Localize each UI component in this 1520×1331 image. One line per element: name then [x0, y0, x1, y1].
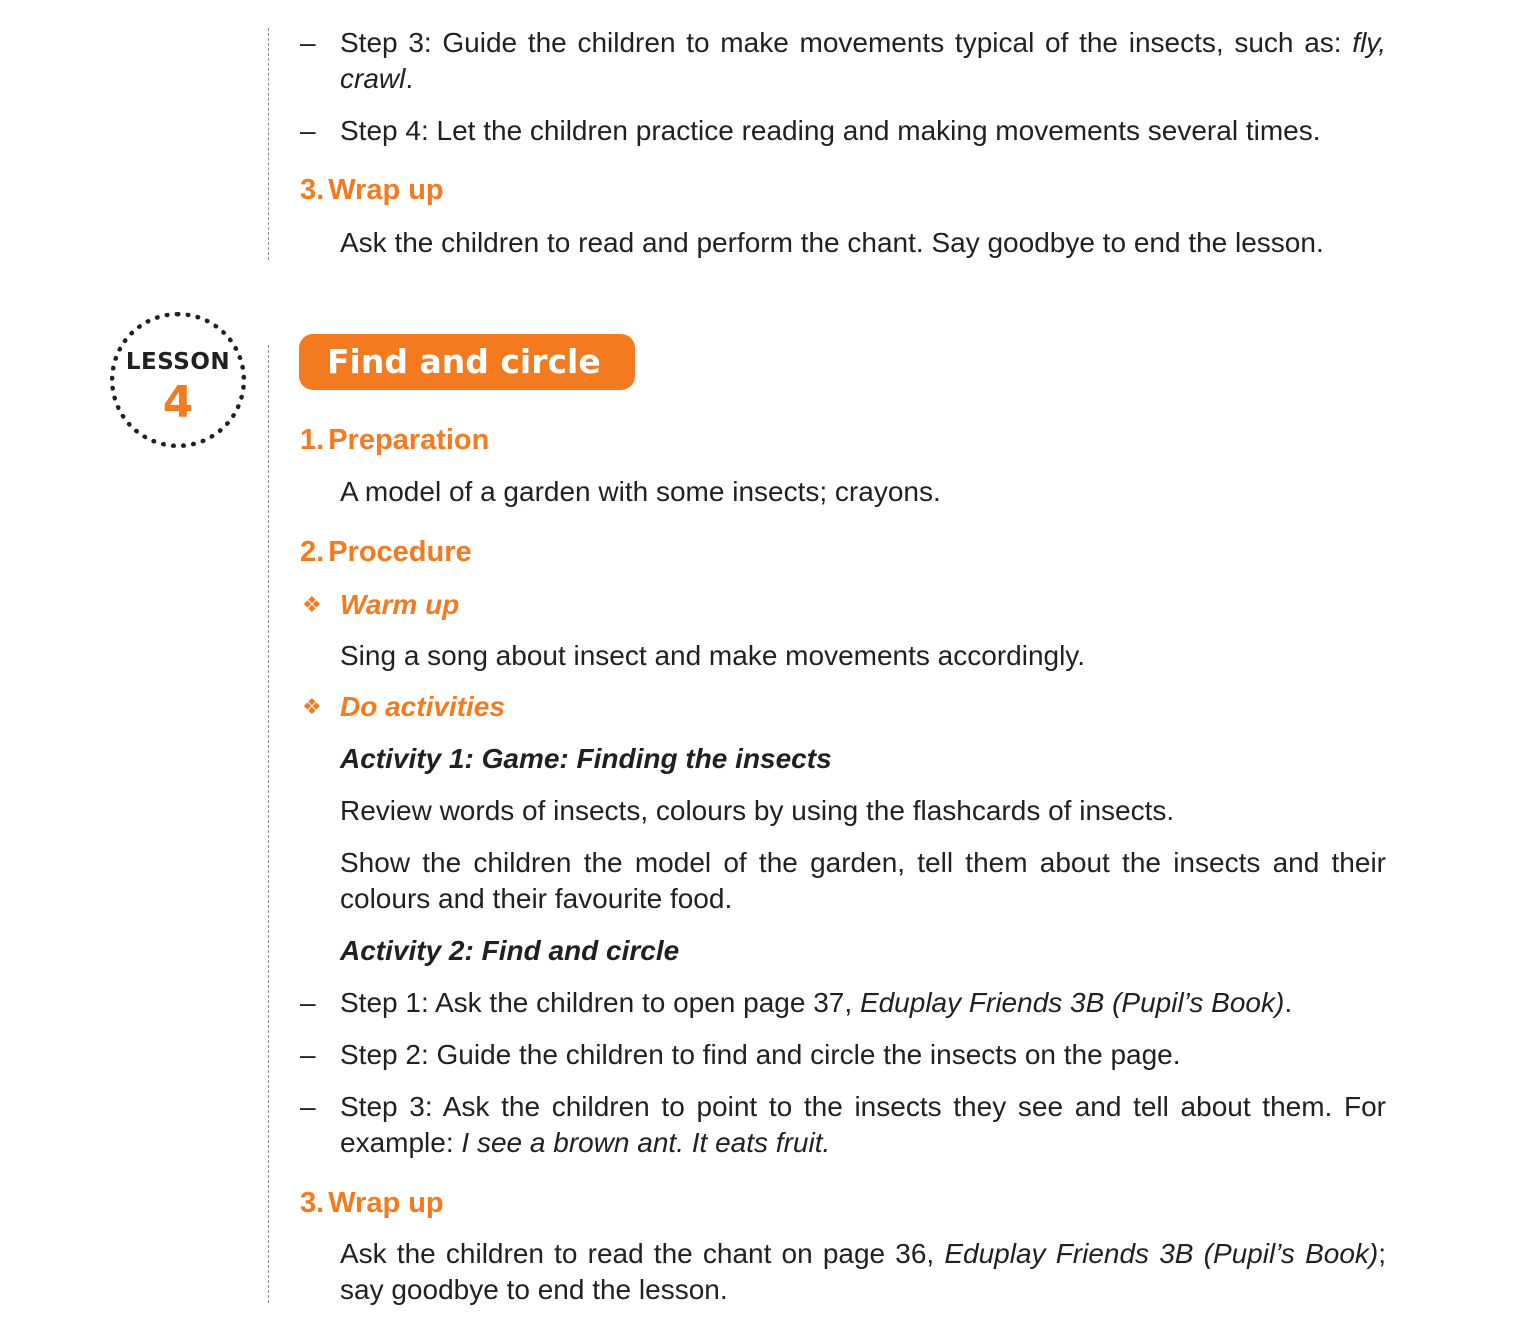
step-3-example: I see a brown ant. It eats fruit.	[461, 1127, 831, 1158]
bullet-dash: –	[300, 1039, 316, 1070]
activity-2-step-1	[340, 985, 1386, 1021]
bullet-dash: –	[300, 27, 316, 58]
step-1-period: .	[1284, 987, 1293, 1018]
bullet-dash: –	[300, 115, 316, 146]
wrap-up-end: ; say goodbye to end the lesson.	[340, 1238, 1386, 1305]
step-3-period: .	[405, 63, 414, 94]
activity-2-step-2: Step 2: Guide the children to find and circle the insects on the page.	[340, 1039, 1181, 1070]
step-4-practice: Step 4: Let the children practice reading and making movements several times.	[340, 115, 1321, 146]
book-title: Eduplay Friends 3B (Pupil’s Book)	[859, 987, 1285, 1018]
step-1-text: Step 1: Ask the children to open page 37,	[340, 987, 860, 1018]
lesson-wrap-up-text	[340, 1236, 1386, 1308]
section-title: Preparation	[328, 424, 490, 456]
lesson-badge	[110, 312, 246, 448]
wrap-up-text: Ask the children to read the chant on page 36,	[340, 1238, 945, 1269]
section-title: Wrap up	[328, 174, 444, 206]
warm-up-text: Sing a song about insect and make movements accordingly.	[340, 640, 1086, 671]
diamond-bullet-icon: ❖	[302, 694, 322, 719]
section-number: 3.	[300, 1187, 325, 1219]
subheading-warm-up: Warm up	[340, 589, 460, 620]
step-3-example: fly, crawl	[340, 27, 1386, 94]
section-number: 3.	[300, 174, 325, 206]
diamond-bullet-icon: ❖	[302, 592, 322, 617]
wrap-up-text: Ask the children to read and perform the chant. Say goodbye to end the lesson.	[340, 227, 1324, 258]
step-3-text: Step 3: Ask the children to point to the insects they see and tell about them. For example:	[340, 1091, 1386, 1158]
activity-2-title: Activity 2: Find and circle	[340, 935, 680, 966]
book-title: Eduplay Friends 3B (Pupil’s Book)	[944, 1238, 1379, 1269]
activity-1-model: Show the children the model of the garden, tell them about the insects and their colours and their favourite food.	[340, 847, 1386, 914]
activity-2-step-3	[340, 1089, 1386, 1161]
section-heading-preparation	[300, 422, 489, 458]
section-heading-procedure	[300, 534, 472, 570]
step-3-text: Step 3: Guide the children to make movements typical of the insects, such as:	[340, 27, 1342, 58]
lesson-badge-label: LESSON	[125, 349, 231, 375]
activity-1-title: Activity 1: Game: Finding the insects	[340, 743, 832, 774]
bullet-dash: –	[300, 1091, 316, 1122]
margin-divider-bottom	[268, 345, 269, 1303]
activity-1-review: Review words of insects, colours by using the flashcards of insects.	[340, 795, 1175, 826]
section-number: 2.	[300, 536, 325, 568]
step-3-movements	[340, 25, 1386, 97]
margin-divider-top	[268, 28, 269, 260]
subheading-do-activities: Do activities	[340, 691, 505, 722]
section-heading-wrap-up	[300, 172, 444, 208]
section-number: 1.	[300, 424, 325, 456]
section-title: Wrap up	[328, 1187, 444, 1219]
lesson-badge-number: 4	[162, 377, 194, 428]
lesson-title: Find and circle	[299, 334, 635, 390]
section-heading-wrap-up	[300, 1185, 444, 1221]
preparation-text: A model of a garden with some insects; crayons.	[340, 476, 941, 507]
section-title: Procedure	[328, 536, 472, 568]
bullet-dash: –	[300, 987, 316, 1018]
